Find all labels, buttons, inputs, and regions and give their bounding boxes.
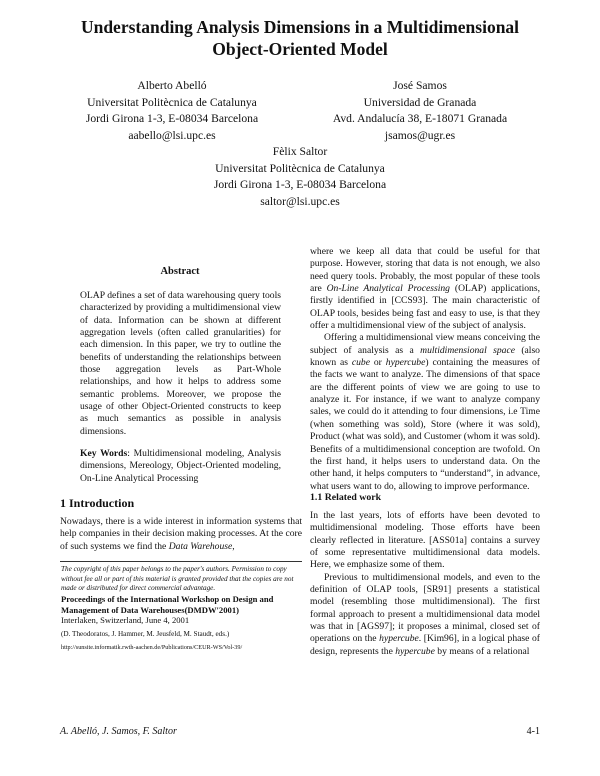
section-heading: 1 Introduction [60,496,135,510]
author-affiliation: Universidad de Granada [363,95,477,109]
author-block [72,78,272,144]
keywords: Key Words: Multidimensional modeling, Analysis dimensions, Mereology, Object-Oriented modeling, On-Line Analytical Processing [80,448,281,484]
author-name: José Samos [393,79,447,92]
author-block [320,78,520,144]
author-block [200,144,400,210]
proceedings-info: Proceedings of the International Workshop on Design and Management of Data Warehouses(DMDW'2001) Interlaken, Switzerland, June 4, 2001 [61,594,274,626]
abstract-body: OLAP defines a set of data warehousing query tools characterized by providing a multidimensional view of data. Information can be shown at different aggregation levels (often called granularities) for each dimension. In this paper, we try to outline the benefits of understanding the relationships between those aggregation levels as Part-Whole relationships, and how it helps to address some semantic problems. Moreover, we propose the usage of other Object-Oriented constructs to keep as much semantics as possible in analysis dimensions. [80,290,281,437]
footnote-rule [60,561,302,562]
abstract-heading: Abstract [160,266,200,277]
page-number: 4-1 [526,726,540,737]
author-address: Jordi Girona 1-3, E-08034 Barcelona [85,112,259,125]
author-email: saltor@lsi.upc.es [260,194,340,208]
author-address: Avd. Andalucía 38, E-18071 Granada [332,112,508,125]
workshop-url: http://sunsite.informatik.rwth-aachen.de/Publications/CEUR-WS/Vol-39/ [61,644,243,651]
author-affiliation: Universitat Politècnica de Catalunya [87,95,257,109]
subsection-heading: 1.1 Related work [310,492,382,503]
copyright-notice: The copyright of this paper belongs to the paper's authors. Permission to copy without fee all or part of this material is granted provided that the copies are not made or distributed for direct commercial advantage. [61,565,294,592]
paper-title: Understanding Analysis Dimensions in a Multidimensional Object-Oriented Model [80,17,520,59]
author-name: Alberto Abelló [137,79,207,92]
editors: (D. Theodoratos, J. Hammer, M. Jeusfeld, M. Staudt, eds.) [61,630,230,638]
intro-text: Nowadays, there is a wide interest in information systems that help companies in their decision making processes. At the core of such systems we find the Data Warehouse, [60,516,302,552]
related-work-text: In the last years, lots of efforts have been devoted to multidimensional modeling. Those efforts have been clearly reflected in literature. [ASS01a] contains a survey of some representative multidimensional data models. Here, we emphasize some of them. Previous to multidimensional models, and even to the definition of OLAP tools, [SR91] presents a statistical model (resembling those multidimensional). The first formal approach to present a multidimensional data model was that in [AGS97]; it proposes a minimal, closed set of operations on the hypercube. [Kim96], in a logical phase of design, represents the hypercube by means of a relational [310,510,540,657]
author-affiliation: Universitat Politècnica de Catalunya [215,161,385,175]
author-email: jsamos@ugr.es [384,128,456,142]
author-name: Fèlix Saltor [272,145,328,158]
author-email: aabello@lsi.upc.es [128,128,216,142]
author-address: Jordi Girona 1-3, E-08034 Barcelona [213,178,387,191]
footer-authors: A. Abelló, J. Samos, F. Saltor [60,726,177,737]
right-column: where we keep all data that could be useful for that purpose. However, storing that data is not enough, we also need query tools. Probably, the most popular of these tools are On-Line Analytical Processing (OLAP) applications, firstly identified in [CCS93]. The main characteristic of OLAP tools, besides being fast and easy to use, is that they offer a multidimensional view of the subject of analysis. Offering a multidimensional view means conceiving the subject of analysis as a multidimensional space (also known as cube or hypercube) containing the measures of the facts we want to analyze. The dimensions of that space are the different points of view we are going to use to analyze it. For instance, if we want to analyze company sales, we could do it attending to four dimensions, i.e Time (when something was sold), Store (where it was sold), Product (what was sold), and Customer (whom it was sold). Benefits of a multidimensional conception are twofold. On the first hand, it helps users to understand data. On the other hand, it helps computers to “understand”, in advance, what users want to do, allowing to improve performance. [310,246,540,492]
